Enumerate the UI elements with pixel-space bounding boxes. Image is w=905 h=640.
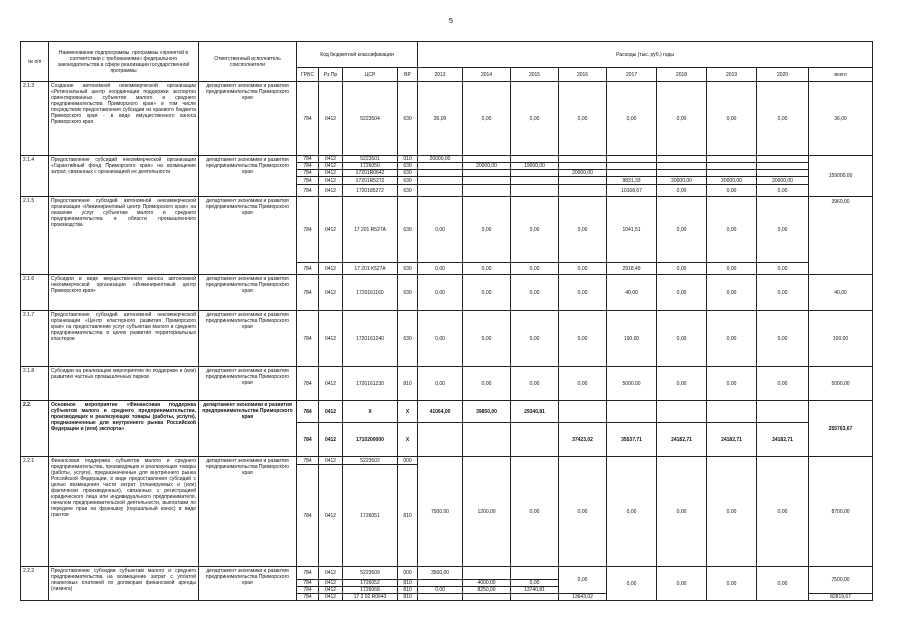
cell-2017: 9831,33 xyxy=(607,177,657,185)
cell-2018: 0,00 xyxy=(657,263,707,275)
cell-2014: 8250,00 xyxy=(463,587,511,594)
cell-2016 xyxy=(559,163,607,170)
cell-vr: 810 xyxy=(398,587,418,594)
row-name: Предоставление субсидий некоммерческой организации «Гарантийный фонд Приморского края» на возмещение затрат, связанных с организацией ее деятельности xyxy=(49,156,199,197)
row-name: Основное мероприятие «Финансовая поддержка субъектов малого и среднего предпринимательства, производящих и реализующих товары (работы, услуги), предназначенные для внутреннего рынка Российской Федерации и (или) экспорта» xyxy=(49,401,199,457)
cell-2019: 0,00 xyxy=(707,263,757,275)
cell-total: 36,00 xyxy=(809,82,873,156)
header-2020: 2020 xyxy=(757,68,809,82)
table-row-2-1-3 xyxy=(21,82,873,156)
table-row-2-2 xyxy=(21,401,873,423)
cell-grbs: 784 xyxy=(297,156,319,163)
cell-2015: 0,00 xyxy=(511,82,559,156)
cell-2014: 0,00 xyxy=(463,82,511,156)
cell-csr: 5223502 xyxy=(343,457,398,465)
cell-2018: 0,00 xyxy=(657,311,707,367)
cell-2016: 0,00 xyxy=(559,82,607,156)
cell-2016: 0,00 xyxy=(559,567,607,594)
cell-2014 xyxy=(463,423,511,457)
cell-vr: 810 xyxy=(398,594,418,601)
cell-2019: 0,00 xyxy=(707,82,757,156)
cell-grbs: 784 xyxy=(297,401,319,423)
cell-2017: 1041,51 xyxy=(607,197,657,263)
cell-2018 xyxy=(657,170,707,177)
cell-2020: 0,00 xyxy=(757,311,809,367)
header-name: Наименование подпрограммы, программы «принятой в соответствии с требованиями» федерального законодательства в сфере реализации государственной программы xyxy=(49,42,199,82)
row-name: Финансовая поддержка субъектов малого и среднего предпринимательства, производящих и реализующих товары (работы, услуги), предназначенные для внутреннего рынка Российской Федерации, в виде предоставления субсидий с целью возмещения части затрат (планируемых и (или) фактически произведенных), связанных с регистрацией юридического лица или индивидуального предпринимателя, началом предпринимательской деятельности, выплатами по передаче прав на франшизу (паушальный взнос) в виде грантов xyxy=(49,457,199,567)
row-responsible: департамент экономики и развития предпринимательства Приморского края xyxy=(199,457,297,567)
cell-2013: 0,00 xyxy=(418,275,463,311)
row-responsible: департамент экономики и развития предпринимательства Приморского края xyxy=(199,275,297,311)
cell-2020: 0,00 xyxy=(757,263,809,275)
cell-total: 3960,00 xyxy=(809,197,873,275)
table-row-2-1-4 xyxy=(21,156,873,163)
header-2013: 2013 xyxy=(418,68,463,82)
cell-vr: 630 xyxy=(398,163,418,170)
cell-2015: 13740,81 xyxy=(511,587,559,594)
table-row-2-2-2 xyxy=(21,567,873,580)
cell-rzpr: 0412 xyxy=(319,156,343,163)
cell-csr: 1726050 xyxy=(343,163,398,170)
cell-grbs: 784 xyxy=(297,170,319,177)
cell-2017: 2918,49 xyxy=(607,263,657,275)
cell-2014: 0,00 xyxy=(463,197,511,263)
cell-2020 xyxy=(757,170,809,177)
cell-csr: 5223504 xyxy=(343,82,398,156)
cell-2014 xyxy=(463,177,511,185)
cell-2013: 0,00 xyxy=(418,263,463,275)
cell-2015: 0,00 xyxy=(511,580,559,587)
cell-csr: 1720185272 xyxy=(343,185,398,197)
cell-2017 xyxy=(607,156,657,163)
cell-vr: 630 xyxy=(398,275,418,311)
cell-2017: 40,00 xyxy=(607,275,657,311)
header-csr: ЦСР xyxy=(343,68,398,82)
row-responsible: департамент экономики и развития предпринимательства Приморского края xyxy=(199,197,297,275)
cell-2014: 1200,00 xyxy=(463,457,511,567)
cell-2017: 100,00 xyxy=(607,311,657,367)
header-rzpr: Рз Пр xyxy=(319,68,343,82)
cell-rzpr: 0412 xyxy=(319,185,343,197)
cell-csr: 1720161160 xyxy=(343,275,398,311)
cell-total: 255763,67 xyxy=(809,401,873,457)
cell-grbs: 784 xyxy=(297,197,319,263)
header-2016: 2016 xyxy=(559,68,607,82)
cell-csr: 17 201 К527А xyxy=(343,263,398,275)
cell-2014 xyxy=(463,594,511,601)
row-responsible: департамент экономики и развития предпринимательства Приморского края xyxy=(199,401,297,457)
cell-2019: 20000,00 xyxy=(707,177,757,185)
header-total: всего xyxy=(809,68,873,82)
cell-vr: 630 xyxy=(398,82,418,156)
cell-vr: X xyxy=(398,423,418,457)
cell-2014: 0,00 xyxy=(463,367,511,401)
cell-2019: 0,00 xyxy=(707,457,757,567)
cell-2017 xyxy=(607,170,657,177)
cell-grbs: 784 xyxy=(297,163,319,170)
cell-2018: 0,00 xyxy=(657,457,707,567)
table-row-2-1-6 xyxy=(21,275,873,311)
cell-2016: 0,00 xyxy=(559,457,607,567)
table-row-2-1-7 xyxy=(21,311,873,367)
row-number: 2.1.3 xyxy=(21,82,49,156)
row-number: 2.1.8 xyxy=(21,367,49,401)
cell-rzpr: 0412 xyxy=(319,587,343,594)
cell-2020: 20000,00 xyxy=(757,177,809,185)
cell-2013: 41064,00 xyxy=(418,401,463,423)
cell-2020 xyxy=(757,163,809,170)
cell-2014: 0,00 xyxy=(463,275,511,311)
cell-2019: 0,00 xyxy=(707,197,757,263)
table-row-2-2-1 xyxy=(21,457,873,465)
cell-rzpr: 0412 xyxy=(319,401,343,423)
cell-2018 xyxy=(657,401,707,423)
cell-grbs: 784 xyxy=(297,263,319,275)
cell-vr: 810 xyxy=(398,367,418,401)
cell-grbs: 784 xyxy=(297,587,319,594)
cell-2018: 0,00 xyxy=(657,197,707,263)
cell-2020: 24182,71 xyxy=(757,423,809,457)
cell-grbs: 784 xyxy=(297,367,319,401)
cell-2013 xyxy=(418,594,463,601)
cell-grbs: 784 xyxy=(297,82,319,156)
cell-rzpr: 0412 xyxy=(319,311,343,367)
cell-2014 xyxy=(463,567,511,580)
cell-2019 xyxy=(707,401,757,423)
cell-grbs: 784 xyxy=(297,580,319,587)
cell-2015: 0,00 xyxy=(511,197,559,263)
cell-2016: 0,00 xyxy=(559,263,607,275)
budget-table xyxy=(20,41,873,601)
cell-2013 xyxy=(418,580,463,587)
row-number: 2.1.5 xyxy=(21,197,49,275)
cell-2016: 0,00 xyxy=(559,367,607,401)
cell-csr: 1726052 xyxy=(343,580,398,587)
cell-csr: 1720161230 xyxy=(343,367,398,401)
cell-2016: 0,00 xyxy=(559,275,607,311)
cell-vr: 630 xyxy=(398,177,418,185)
cell-2016 xyxy=(559,185,607,197)
header-2015: 2015 xyxy=(511,68,559,82)
cell-2019: 0,00 xyxy=(707,311,757,367)
cell-2018: 0,00 xyxy=(657,275,707,311)
cell-2013: 36,00 xyxy=(418,82,463,156)
cell-2018: 20000,00 xyxy=(657,177,707,185)
cell-rzpr: 0412 xyxy=(319,275,343,311)
header-costs: Расходы (тыс. руб.) годы xyxy=(418,42,873,68)
cell-2017: 0,00 xyxy=(607,457,657,567)
cell-2020 xyxy=(757,156,809,163)
cell-2019: 0,00 xyxy=(707,367,757,401)
cell-vr: 630 xyxy=(398,263,418,275)
cell-vr: 810 xyxy=(398,580,418,587)
header-resp: Ответственный исполнитель соисполнители xyxy=(199,42,297,82)
cell-csr: 17201R0642 xyxy=(343,170,398,177)
row-responsible: департамент экономики и развития предпринимательства Приморского края xyxy=(199,82,297,156)
cell-2018: 0,00 xyxy=(657,185,707,197)
cell-2014 xyxy=(463,170,511,177)
cell-grbs: 784 xyxy=(297,465,319,567)
cell-2015: 19000,00 xyxy=(511,163,559,170)
cell-2017: 5000,00 xyxy=(607,367,657,401)
row-name: Предоставление субсидий автономной некоммерческой организации «Центр кластерного развития Приморского края» на предоставление услуг субъектам малого и среднего предпринимательства в целях развития территориальных кластеров xyxy=(49,311,199,367)
cell-grbs: 784 xyxy=(297,423,319,457)
cell-2019: 0,00 xyxy=(707,185,757,197)
cell-csr: 17 2 02 R0643 xyxy=(343,594,398,601)
cell-rzpr: 0412 xyxy=(319,82,343,156)
cell-2020: 0,00 xyxy=(757,82,809,156)
cell-2017: 10168,67 xyxy=(607,185,657,197)
cell-2013 xyxy=(418,170,463,177)
cell-rzpr: 0412 xyxy=(319,367,343,401)
cell-2020: 0,00 xyxy=(757,567,809,601)
cell-2015 xyxy=(511,170,559,177)
cell-total: 82819,67 xyxy=(809,594,873,601)
cell-grbs: 784 xyxy=(297,457,319,465)
cell-rzpr: 0412 xyxy=(319,594,343,601)
row-number: 2.1.6 xyxy=(21,275,49,311)
cell-2015 xyxy=(511,594,559,601)
cell-rzpr: 0412 xyxy=(319,263,343,275)
row-responsible: департамент экономики и развития предпринимательства Приморского края xyxy=(199,567,297,601)
cell-2018: 0,00 xyxy=(657,367,707,401)
cell-total: 7500,00 xyxy=(809,567,873,594)
cell-2013 xyxy=(418,185,463,197)
table-row-2-1-5 xyxy=(21,197,873,263)
cell-2013: 0,00 xyxy=(418,311,463,367)
cell-csr: 1720161240 xyxy=(343,311,398,367)
cell-rzpr: 0412 xyxy=(319,457,343,465)
cell-2020: 0,00 xyxy=(757,275,809,311)
cell-2016: 0,00 xyxy=(559,311,607,367)
row-responsible: департамент экономики и развития предпринимательства Приморского края xyxy=(199,311,297,367)
cell-2013: 3500,00 xyxy=(418,567,463,580)
cell-2018 xyxy=(657,156,707,163)
row-number: 2.2.1 xyxy=(21,457,49,567)
cell-2020: 0,00 xyxy=(757,197,809,263)
cell-rzpr: 0412 xyxy=(319,423,343,457)
cell-vr: 000 xyxy=(398,567,418,580)
cell-2016 xyxy=(559,177,607,185)
cell-2017: 0,00 xyxy=(607,82,657,156)
cell-csr: 1726051 xyxy=(343,465,398,567)
cell-csr: 5223509 xyxy=(343,567,398,580)
cell-grbs: 784 xyxy=(297,275,319,311)
cell-2013: 0,00 xyxy=(418,367,463,401)
cell-rzpr: 0412 xyxy=(319,177,343,185)
row-number: 2.1.4 xyxy=(21,156,49,197)
cell-grbs: 784 xyxy=(297,594,319,601)
cell-csr: 5223501 xyxy=(343,156,398,163)
cell-2016: 13643,02 xyxy=(559,594,607,601)
cell-vr: 630 xyxy=(398,197,418,263)
cell-2015 xyxy=(511,567,559,580)
cell-2015 xyxy=(511,423,559,457)
table-row-2-1-8 xyxy=(21,367,873,401)
row-name: Создание автономной некоммерческой организации «Региональный центр координации поддержки экспортно ориентированных субъектов малого и среднего предпринимательства Приморского края» в том числе посредством предоставления субсидии из краевого бюджета Приморского края - в виде имущественного взноса Приморского края xyxy=(49,82,199,156)
cell-2019: 0,00 xyxy=(707,275,757,311)
header-2018: 2018 xyxy=(657,68,707,82)
header-grbs: ГРБС xyxy=(297,68,319,82)
row-number: 2.2. xyxy=(21,401,49,457)
cell-2015 xyxy=(511,156,559,163)
cell-rzpr: 0412 xyxy=(319,465,343,567)
cell-grbs: 784 xyxy=(297,567,319,580)
header-2017: 2017 xyxy=(607,68,657,82)
cell-2015: 0,00 xyxy=(511,367,559,401)
cell-2020: 0,00 xyxy=(757,457,809,567)
cell-total: 159000,00 xyxy=(809,156,873,197)
cell-grbs: 784 xyxy=(297,185,319,197)
cell-vr: 630 xyxy=(398,185,418,197)
cell-total: 40,00 xyxy=(809,275,873,311)
cell-total: 5000,00 xyxy=(809,367,873,401)
cell-2015 xyxy=(511,177,559,185)
cell-2016: 20000,00 xyxy=(559,170,607,177)
cell-2015: 0,00 xyxy=(511,275,559,311)
cell-2014 xyxy=(463,185,511,197)
cell-2019 xyxy=(707,156,757,163)
cell-2019 xyxy=(707,170,757,177)
cell-2014: 4000,00 xyxy=(463,580,511,587)
row-name: Субсидии в виде имущественного взноса автономной некоммерческой организации «Инжиниринговый центр Приморского края» xyxy=(49,275,199,311)
cell-2016 xyxy=(559,401,607,423)
cell-2018: 0,00 xyxy=(657,82,707,156)
cell-2014 xyxy=(463,156,511,163)
header-2019: 2019 xyxy=(707,68,757,82)
page-number: 5 xyxy=(449,18,453,25)
header-row-1 xyxy=(21,42,873,68)
cell-2013: 7500,00 xyxy=(418,457,463,567)
cell-2017: 0,00 xyxy=(607,567,657,601)
cell-csr: 17 201 R527А xyxy=(343,197,398,263)
cell-2019 xyxy=(707,163,757,170)
cell-2016: 0,00 xyxy=(559,197,607,263)
cell-2015: 0,00 xyxy=(511,263,559,275)
cell-2016 xyxy=(559,156,607,163)
cell-2020 xyxy=(757,401,809,423)
cell-2017: 35537,71 xyxy=(607,423,657,457)
header-2014: 2014 xyxy=(463,68,511,82)
header-vr: ВР xyxy=(398,68,418,82)
cell-vr: 000 xyxy=(398,457,418,465)
header-codes: Код бюджетной классификации xyxy=(297,42,418,68)
cell-vr: 010 xyxy=(398,156,418,163)
cell-2015: 0,00 xyxy=(511,311,559,367)
cell-rzpr: 0412 xyxy=(319,567,343,580)
cell-rzpr: 0412 xyxy=(319,197,343,263)
row-responsible: департамент экономики и развития предпринимательства Приморского края xyxy=(199,156,297,197)
cell-2014: 20000,00 xyxy=(463,163,511,170)
cell-rzpr: 0412 xyxy=(319,580,343,587)
cell-csr: 1726068 xyxy=(343,587,398,594)
cell-2018: 24182,71 xyxy=(657,423,707,457)
row-name: Предоставление субсидии субъектам малого и среднего предпринимательства на возмещение затрат с уплатой лизинговых платежей по договорам финансовой аренды (лизинга) xyxy=(49,567,199,601)
cell-2015 xyxy=(511,185,559,197)
row-number: 2.1.7 xyxy=(21,311,49,367)
cell-2013 xyxy=(418,177,463,185)
cell-2015: 29340,81 xyxy=(511,401,559,423)
cell-rzpr: 0412 xyxy=(319,170,343,177)
cell-grbs: 784 xyxy=(297,177,319,185)
cell-2018: 0,00 xyxy=(657,567,707,601)
cell-2014: 0,00 xyxy=(463,263,511,275)
cell-csr: 1710200000 xyxy=(343,423,398,457)
cell-vr: X xyxy=(398,401,418,423)
row-name: Субсидии на реализацию мероприятия по поддержке и (или) развитию частных промышленных парков xyxy=(49,367,199,401)
cell-2015: 0,00 xyxy=(511,457,559,567)
cell-2013: 0,00 xyxy=(418,197,463,263)
cell-total: 100,00 xyxy=(809,311,873,367)
cell-vr: 810 xyxy=(398,465,418,567)
cell-2013: 20000,00 xyxy=(418,156,463,163)
cell-csr: 17201R5272 xyxy=(343,177,398,185)
cell-2018 xyxy=(657,163,707,170)
row-number: 2.2.2 xyxy=(21,567,49,601)
cell-2019: 0,00 xyxy=(707,567,757,601)
cell-2019: 24182,71 xyxy=(707,423,757,457)
cell-2013: 0,00 xyxy=(418,587,463,594)
cell-grbs: 784 xyxy=(297,311,319,367)
cell-2017 xyxy=(607,401,657,423)
cell-2014: 0,00 xyxy=(463,311,511,367)
row-responsible: департамент экономики и развития предпринимательства Приморского края xyxy=(199,367,297,401)
cell-total: 8700,00 xyxy=(809,457,873,567)
cell-vr: 630 xyxy=(398,170,418,177)
cell-2013 xyxy=(418,163,463,170)
cell-2016: 37423,02 xyxy=(559,423,607,457)
cell-2017 xyxy=(607,163,657,170)
cell-2020: 0,00 xyxy=(757,367,809,401)
header-num: № п/п xyxy=(21,42,49,82)
cell-rzpr: 0412 xyxy=(319,163,343,170)
cell-csr: X xyxy=(343,401,398,423)
row-name: Предоставление субсидий автономной некоммерческой организации «Инжиниринговый центр Приморского края» на оказание услуг субъектам малого и среднего предпринимательства в области промышленного производства xyxy=(49,197,199,275)
cell-vr: 630 xyxy=(398,311,418,367)
cell-2014: 39850,00 xyxy=(463,401,511,423)
cell-2020: 0,00 xyxy=(757,185,809,197)
cell-2013 xyxy=(418,423,463,457)
